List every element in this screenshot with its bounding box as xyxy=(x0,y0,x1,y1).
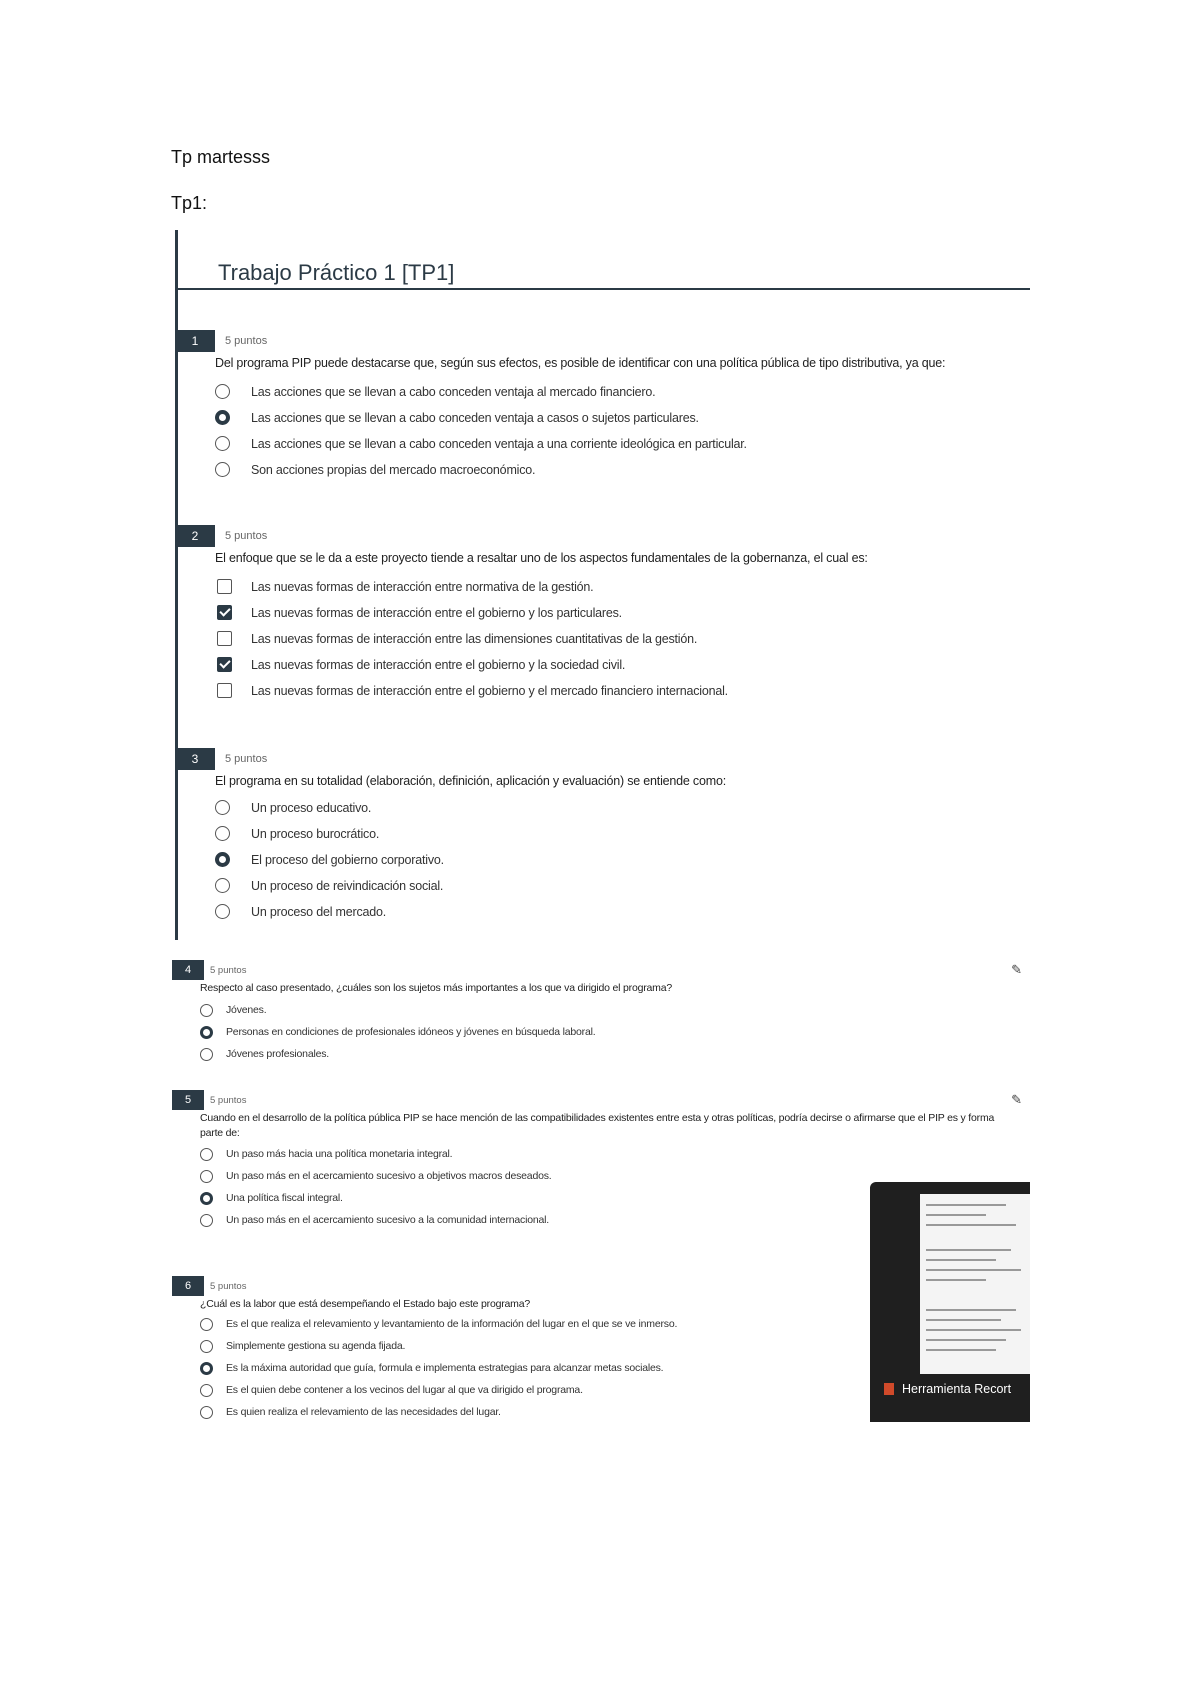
pin-icon[interactable]: ✎ xyxy=(1011,962,1022,977)
radio-button[interactable] xyxy=(200,1340,213,1353)
radio-button[interactable] xyxy=(215,826,230,841)
question-text-continued: parte de: xyxy=(200,1127,240,1139)
doc-heading: Tp martesss xyxy=(171,147,271,167)
radio-button-selected[interactable] xyxy=(200,1192,213,1205)
question-number: 5 xyxy=(172,1090,204,1110)
checkbox[interactable] xyxy=(217,579,232,594)
radio-button[interactable] xyxy=(200,1170,213,1183)
radio-button[interactable] xyxy=(200,1214,213,1227)
question-number: 4 xyxy=(172,960,204,980)
radio-button[interactable] xyxy=(215,384,230,399)
checkbox-checked[interactable] xyxy=(217,657,232,672)
tp-title-bar xyxy=(178,230,1030,290)
radio-button[interactable] xyxy=(200,1384,213,1397)
radio-button[interactable] xyxy=(215,878,230,893)
radio-button[interactable] xyxy=(215,904,230,919)
radio-button[interactable] xyxy=(200,1406,213,1419)
snipping-tool-overlay[interactable] xyxy=(870,1182,1030,1422)
checkbox-checked[interactable] xyxy=(217,605,232,620)
checkbox[interactable] xyxy=(217,631,232,646)
snipping-tool-label[interactable]: Herramienta Recort xyxy=(884,1382,1011,1396)
radio-button[interactable] xyxy=(215,436,230,451)
radio-button[interactable] xyxy=(215,800,230,815)
radio-button[interactable] xyxy=(200,1318,213,1331)
question-text: El programa en su totalidad (elaboración, definición, aplicación y evaluación) se entiende como: xyxy=(215,774,726,788)
question-number: 6 xyxy=(172,1276,204,1296)
question-points: 5 puntos xyxy=(225,335,268,347)
radio-button-selected[interactable] xyxy=(200,1026,213,1039)
radio-button-selected[interactable] xyxy=(215,410,230,425)
question-points: 5 puntos xyxy=(210,1281,247,1292)
radio-button-selected[interactable] xyxy=(200,1362,213,1375)
pin-icon[interactable]: ✎ xyxy=(1011,1092,1022,1107)
question-number: 2 xyxy=(175,525,215,547)
doc-subheading: Tp1: xyxy=(171,193,208,213)
question-text: Respecto al caso presentado, ¿cuáles son los sujetos más importantes a los que va dirigido el programa? xyxy=(200,982,672,994)
quiz-screenshot-2: 4 5 puntos ✎ Respecto al caso presentado, ¿cuáles son los sujetos más importantes a los que va dirigido el programa? Jóvenes. Personas en condiciones de profesionales idóneos y jóvenes en búsqueda laboral. Jóvenes profesionales. 5 5 puntos ✎ Cuando en el desarrollo de la política pública PIP se hace mención de las compatibilidades existentes entre esta y otras políticas, podría decirse o afirmarse que el PIP es y forma parte de: Un paso más hacia una política monetaria integral. Un paso más en el acercamiento sucesivo a objetivos macros deseados. Una política fiscal integral. Un paso más en el acercamiento sucesivo a la comunidad internacional. 6 5 puntos ¿Cuál es la labor que está desempeñando el Estado bajo este programa? Es el que realiza el relevamiento y levantamiento de la información del lugar en el que se ve inmerso. Simplemente gestiona su agenda fijada. Es la máxima autoridad que guía, formula e implementa estrategias para alcanzar metas sociales. Es el quien debe contener a los vecinos del lugar al que va dirigido el programa. Es quien realiza el relevamiento de las necesidades del lugar. Herramienta Recort xyxy=(175,950,1030,1420)
quiz-screenshot-1: Trabajo Práctico 1 [TP1] 1 5 puntos Del programa PIP puede destacarse que, según sus efectos, es posible de identificar con una política pública de tipo distributiva, ya que: Las acciones que se llevan a cabo conceden ventaja al mercado financiero. Las acciones que se llevan a cabo conceden ventaja a casos o sujetos particulares. Las acciones que se llevan a cabo conceden ventaja a una corriente ideológica en particular. Son acciones propias del mercado macroeconómico. 2 5 puntos El enfoque que se le da a este proyecto tiende a resaltar uno de los aspectos fundamentales de la gobernanza, el cual es: Las nuevas formas de interacción entre normativa de la gestión. Las nuevas formas de interacción entre el gobierno y los particulares. Las nuevas formas de interacción entre las dimensiones cuantitativas de la gestión. Las nuevas formas de interacción entre el gobierno y la sociedad civil. Las nuevas formas de interacción entre el gobierno y el mercado financiero internacional. 3 5 puntos El programa en su totalidad (elaboración, definición, aplicación y evaluación) se entiende como: Un proceso educativo. Un proceso burocrático. El proceso del gobierno corporativo. Un proceso de reivindicación social. Un proceso del mercado. xyxy=(175,230,1033,940)
radio-button[interactable] xyxy=(200,1004,213,1017)
radio-button[interactable] xyxy=(215,462,230,477)
snip-preview xyxy=(920,1194,1030,1374)
question-text: Del programa PIP puede destacarse que, según sus efectos, es posible de identificar con una política pública de tipo distributiva, ya que: xyxy=(215,356,946,370)
question-text: Cuando en el desarrollo de la política pública PIP se hace mención de las compatibilidades existentes entre esta y otras políticas, podría decirse o afirmarse que el PIP es y forma xyxy=(200,1112,995,1124)
question-text: El enfoque que se le da a este proyecto tiende a resaltar uno de los aspectos fundamentales de la gobernanza, el cual es: xyxy=(215,551,868,565)
question-number: 1 xyxy=(175,330,215,352)
scissors-icon xyxy=(884,1383,894,1395)
question-number: 3 xyxy=(175,748,215,770)
radio-button-selected[interactable] xyxy=(215,852,230,867)
question-text: ¿Cuál es la labor que está desempeñando el Estado bajo este programa? xyxy=(200,1298,531,1310)
checkbox[interactable] xyxy=(217,683,232,698)
radio-button[interactable] xyxy=(200,1048,213,1061)
question-points: 5 puntos xyxy=(210,1095,247,1106)
radio-button[interactable] xyxy=(200,1148,213,1161)
question-points: 5 puntos xyxy=(225,530,268,542)
question-points: 5 puntos xyxy=(210,965,247,976)
tp-title: Trabajo Práctico 1 [TP1] xyxy=(218,260,455,285)
question-points: 5 puntos xyxy=(225,753,268,765)
